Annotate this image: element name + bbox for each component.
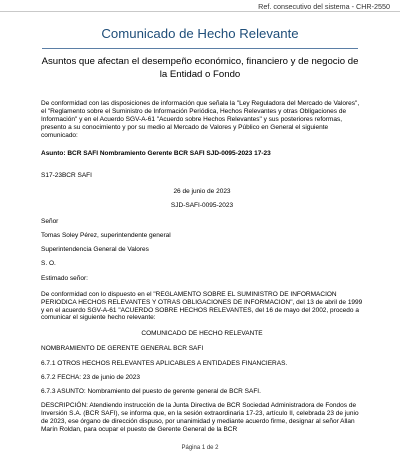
salutation: Señor <box>41 218 59 226</box>
comunicado-heading: COMUNICADO DE HECHO RELEVANTE <box>141 330 263 338</box>
so-line: S. O. <box>41 259 56 267</box>
internal-code: S17-23BCR SAFI <box>41 172 92 180</box>
regulation-paragraph: De conformidad con lo dispuesto en el "REGLAMENTO SOBRE EL SUMINISTRO DE INFORMACION PERIODICA HECHOS RELEVANTES Y OTRAS OBLIGACIONES DE INFORMACION", del 13 de abril de 1999 y en el acuerdo SGV-A-61 "ACUERDO SOBRE HECHOS RELEVANTES, del 16 de mayo del 2002, procedo a comunicar el siguiente hecho relevante: <box>41 290 363 322</box>
page-number: Página 1 de 2 <box>181 445 219 451</box>
title-underline <box>42 48 358 49</box>
asunto-line: Asunto: BCR SAFI Nombramiento Gerente BCR SAFI SJD-0095-2023 17-23 <box>41 149 271 157</box>
item-6-7-3: 6.7.3 ASUNTO: Nombramiento del puesto de gerente general de BCR SAFI. <box>41 387 261 395</box>
system-reference: Ref. consecutivo del sistema - CHR-2550 <box>258 2 390 11</box>
descripcion-paragraph: DESCRIPCIÓN: Atendiendo instrucción de la Junta Directiva de BCR Sociedad Administradora de Fondos de Inversión S.A. (BCR SAFI), se informa que, en la sesión extraordinaria 17-23, artículo II, celebrada 23 de junio de 2023, ese órgano de dirección dispuso, por unanimidad y mediante acuerdo firme, designar al señor Allan Marín Roldan, para ocupar el puesto de Gerente General de la BCR <box>41 401 359 433</box>
greeting: Estimado señor: <box>41 274 88 282</box>
letter-date: 26 de junio de 2023 <box>173 188 231 196</box>
recipient-name: Tomas Soley Pérez, superintendente general <box>41 232 171 240</box>
document-body <box>41 100 363 433</box>
item-6-7-1: 6.7.1 OTROS HECHOS RELEVANTES APLICABLES A ENTIDADES FINANCIERAS. <box>41 360 288 368</box>
intro-paragraph: De conformidad con las disposiciones de información que señala la "Ley Reguladora del Mercado de Valores", el "Reglamento sobre el Suministro de Información Periódica, Hechos Relevantes y otras Obligaciones de Información" y en el Acuerdo SGV-A-61 "Acuerdo sobre Hechos Relevantes" y sus posteriores reformas, presento a su conocimiento y por su medio al Mercado de Valores y Público en General el siguiente comunicado: <box>41 100 360 139</box>
recipient-organization: Superintendencia General de Valores <box>41 245 149 253</box>
header-divider <box>0 11 400 12</box>
document-subtitle: Asuntos que afectan el desempeño económico, financiero y de negocio de la Entidad o Fondo <box>41 56 359 80</box>
letter-reference: SJD-SAFI-0095-2023 <box>170 202 234 210</box>
nombramiento-heading: NOMBRAMIENTO DE GERENTE GENERAL BCR SAFI <box>41 345 204 353</box>
item-6-7-2: 6.7.2 FECHA: 23 de junio de 2023 <box>41 374 141 382</box>
document-title: Comunicado de Hecho Relevante <box>101 26 299 41</box>
